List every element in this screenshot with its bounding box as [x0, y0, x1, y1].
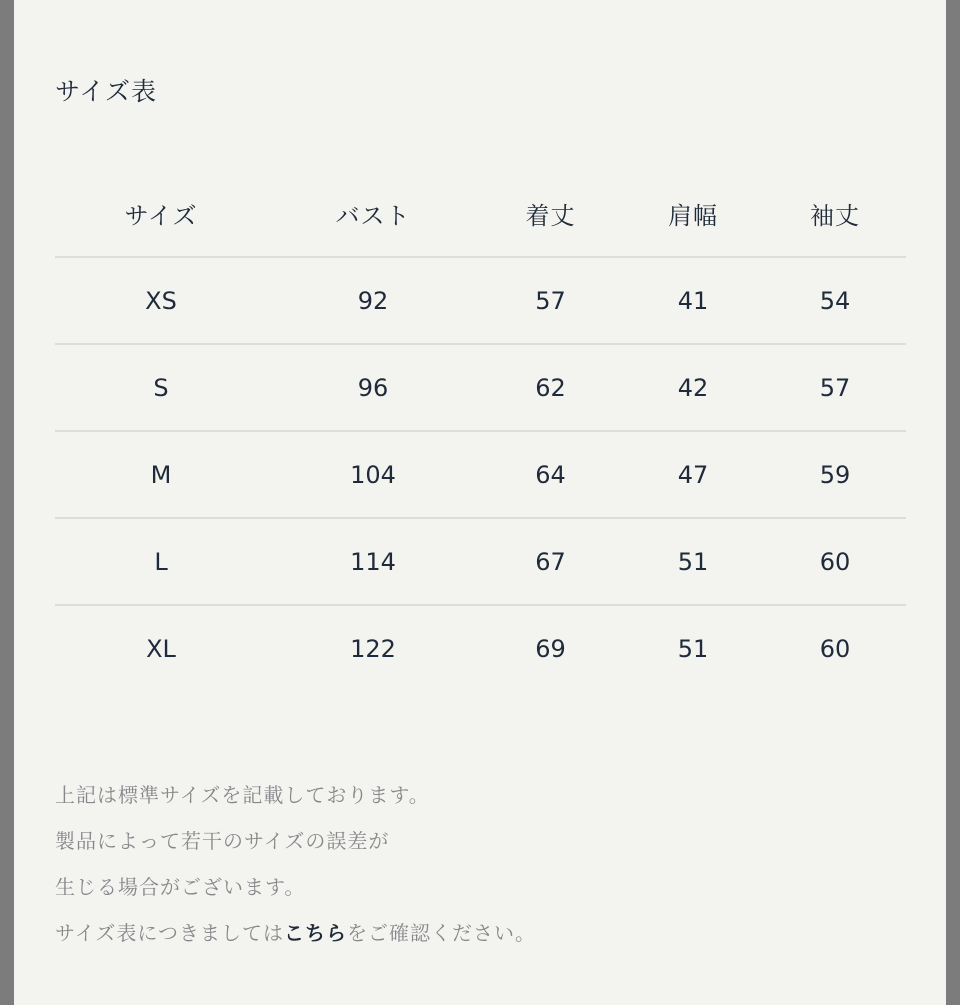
cell-size: S [55, 344, 267, 431]
table-row [55, 431, 906, 518]
cell-sleeve: 59 [764, 431, 906, 518]
note-line-4-after: をご確認ください。 [347, 921, 536, 945]
table-row [55, 257, 906, 344]
cell-length: 62 [479, 344, 622, 431]
cell-sleeve: 57 [764, 344, 906, 431]
size-table [55, 170, 906, 691]
cell-shoulder: 47 [622, 431, 764, 518]
cell-shoulder: 51 [622, 518, 764, 605]
size-chart-link[interactable]: こちら [284, 921, 347, 945]
cell-sleeve: 60 [764, 518, 906, 605]
cell-size: XL [146, 634, 176, 663]
note-line-1: 上記は標準サイズを記載しております。 [55, 783, 430, 807]
cell-length: 64 [479, 431, 622, 518]
cell-length: 67 [479, 518, 622, 605]
note-line-4-before: サイズ表につきましては [55, 921, 284, 945]
note-line-3: 生じる場合がございます。 [55, 875, 306, 899]
table-header-row [55, 170, 906, 257]
table-row [55, 344, 906, 431]
note-line-4 [55, 918, 536, 964]
size-chart-title: サイズ表 [55, 77, 158, 106]
header-length: 着丈 [479, 170, 622, 257]
header-size: サイズ [55, 170, 267, 257]
cell-shoulder: 41 [622, 257, 764, 344]
table-row [55, 518, 906, 605]
note-line-2: 製品によって若干のサイズの誤差が [55, 829, 390, 853]
size-chart-panel [14, 0, 946, 1005]
cell-sleeve: 54 [764, 257, 906, 344]
cell-shoulder: 51 [677, 634, 709, 663]
cell-sleeve: 60 [819, 634, 851, 663]
cell-size: XS [55, 257, 267, 344]
cell-bust: 104 [267, 431, 479, 518]
cell-bust: 92 [267, 257, 479, 344]
cell-length: 57 [479, 257, 622, 344]
cell-bust: 96 [267, 344, 479, 431]
cell-length: 69 [535, 634, 566, 663]
cell-size: L [55, 518, 267, 605]
cell-size: M [55, 431, 267, 518]
cell-bust: 114 [267, 518, 479, 605]
size-notes [55, 780, 536, 964]
cell-shoulder: 42 [622, 344, 764, 431]
table-row [55, 605, 906, 691]
cell-bust: 122 [350, 634, 396, 663]
header-bust: バスト [267, 170, 479, 257]
header-shoulder: 肩幅 [622, 170, 764, 257]
header-sleeve: 袖丈 [764, 170, 906, 257]
